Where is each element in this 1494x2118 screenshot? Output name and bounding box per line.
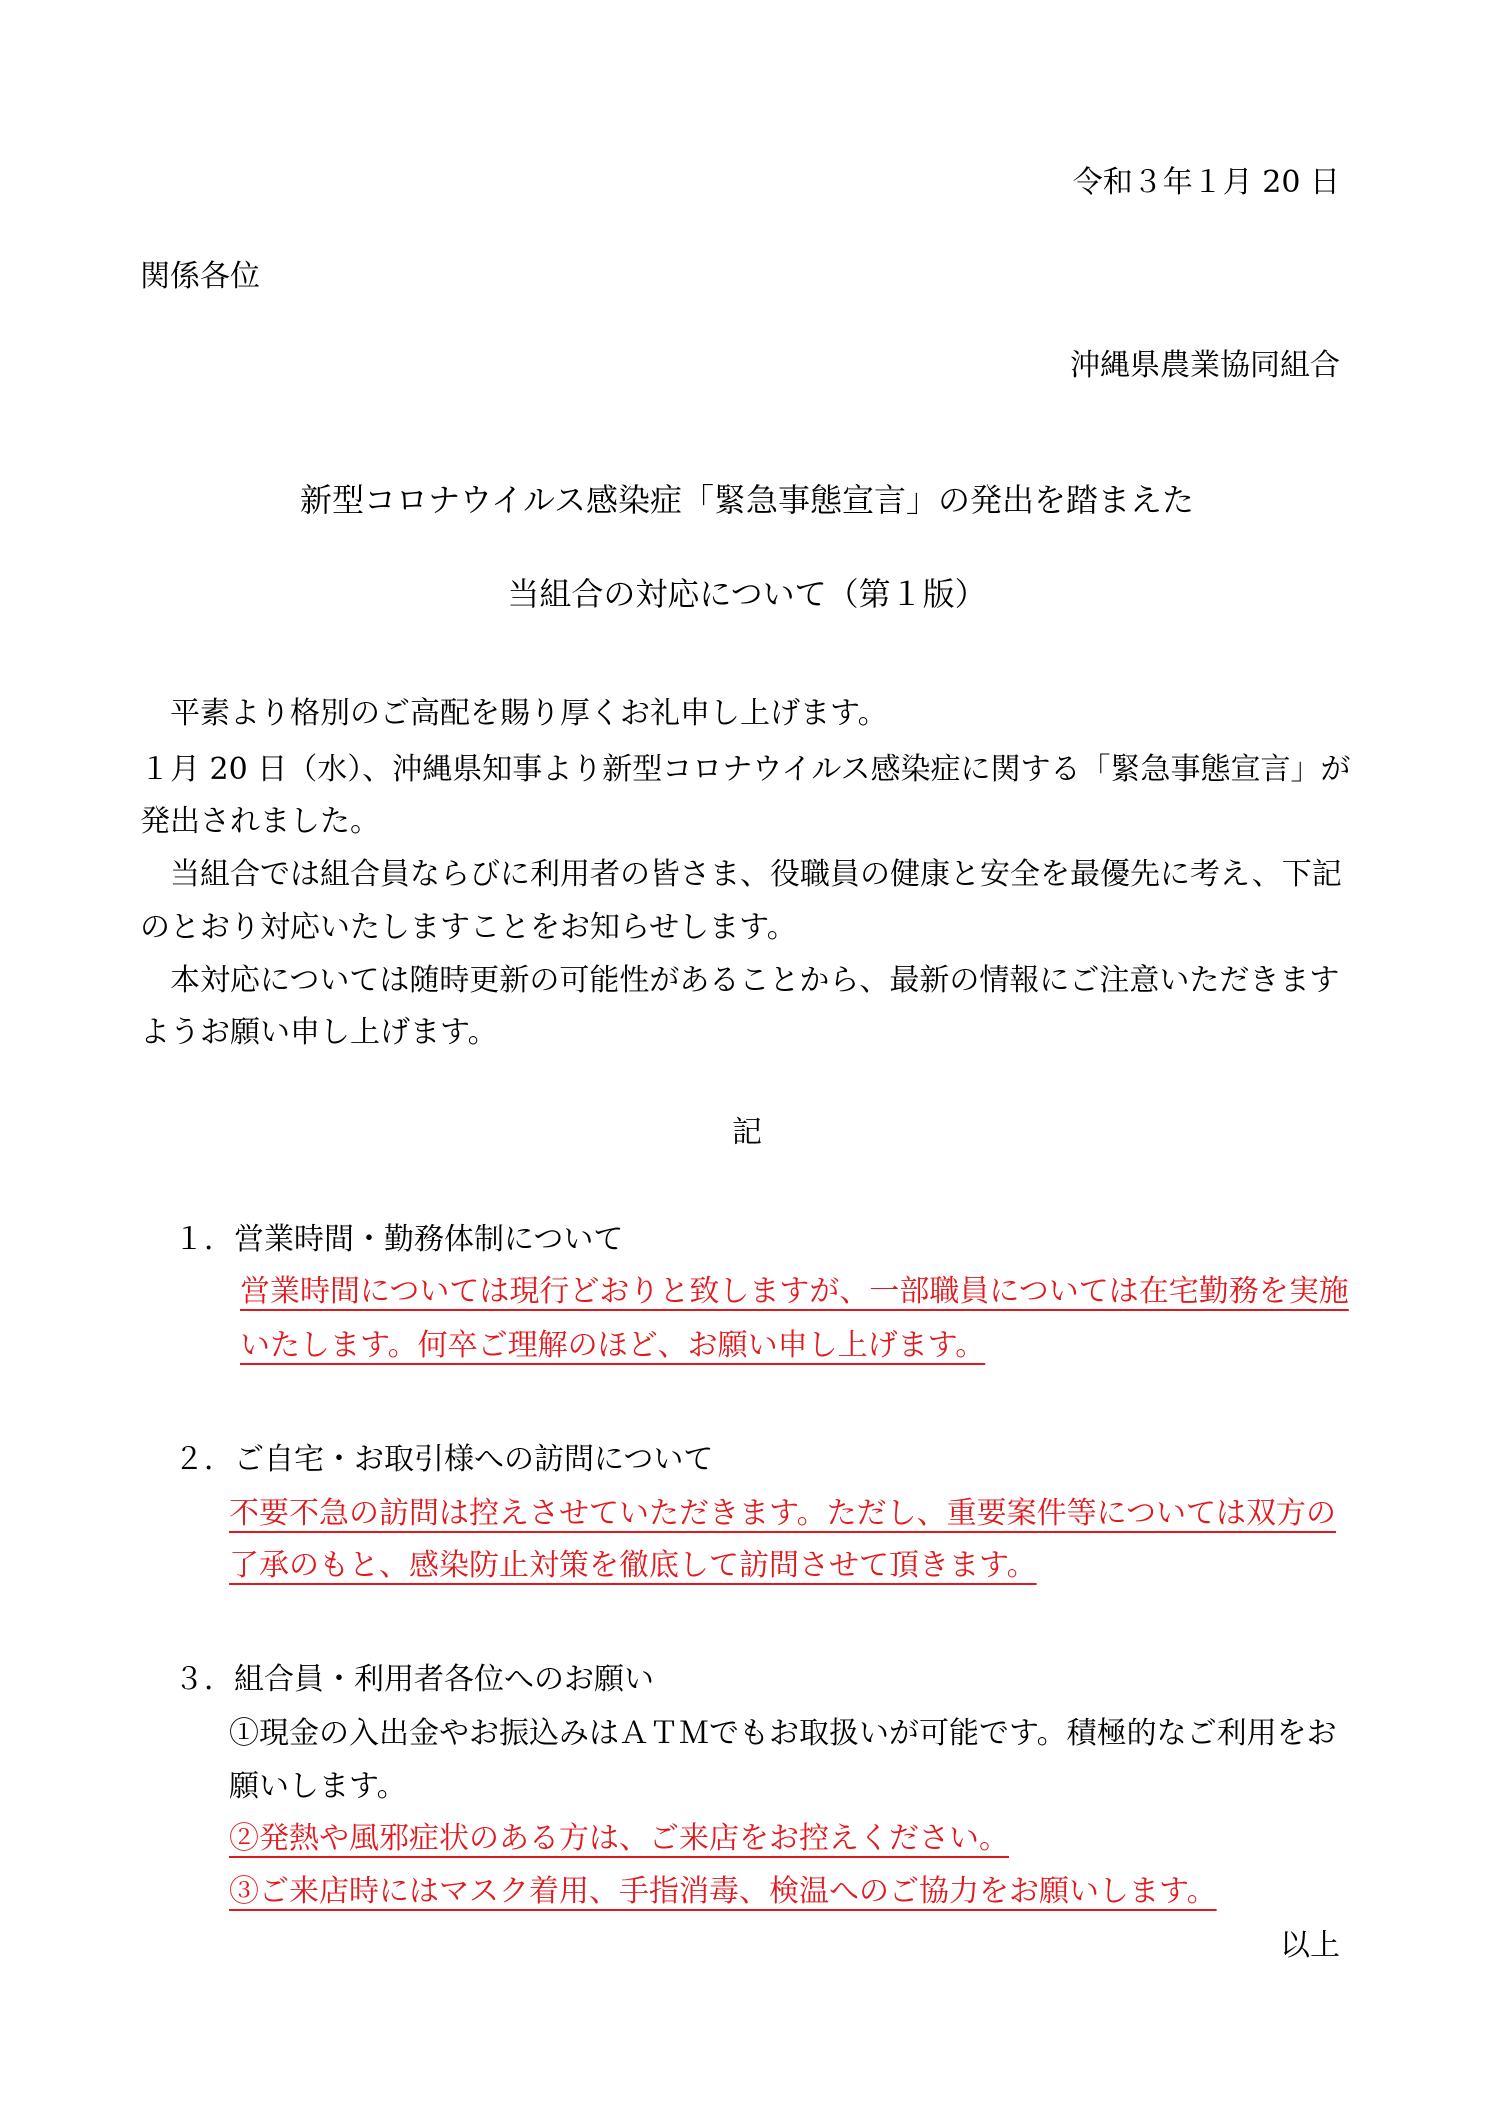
request-item-atm: ①現金の入出金やお振込みはＡＴＭでもお取扱いが可能です。積極的なご利用をお [229, 1716, 1337, 1751]
section-line-emphasis: 了承のもと、感染防止対策を徹底して訪問させて頂きます。 [229, 1548, 1037, 1583]
request-item-fever: ②発熱や風邪症状のある方は、ご来店をお控えください。 [229, 1821, 1009, 1856]
page-title-line-2: 当組合の対応について（第１版） [507, 575, 987, 613]
intro-line: 発出されました。 [140, 804, 380, 839]
document-date: 令和３年１月 20 日 [1072, 165, 1340, 200]
addressee: 関係各位 [140, 259, 260, 294]
intro-line: １月 20 日（水）、沖縄県知事より新型コロナウイルス感染症に関する「緊急事態宣言」が [140, 752, 1351, 787]
ki-marker: 記 [732, 1115, 762, 1150]
section-line-emphasis: 不要不急の訪問は控えさせていただきます。ただし、重要案件等については双方の [229, 1496, 1336, 1531]
intro-line: 平素より格別のご高配を賜り厚くお礼申し上げます。 [140, 696, 888, 731]
page-title-line-1: 新型コロナウイルス感染症「緊急事態宣言」の発出を踏まえた [299, 481, 1195, 519]
sender-organization: 沖縄県農業協同組合 [1070, 348, 1340, 383]
intro-line: 本対応については随時更新の可能性があることから、最新の情報にご注意いただきます [140, 963, 1340, 998]
section-line-emphasis: 営業時間については現行どおりと致しますが、一部職員については在宅勤務を実施 [240, 1274, 1349, 1309]
intro-line: ようお願い申し上げます。 [140, 1015, 498, 1050]
intro-line: 当組合では組合員ならびに利用者の皆さま、役職員の健康と安全を最優先に考え、下記 [140, 857, 1342, 892]
request-item-mask: ③ご来店時にはマスク着用、手指消毒、検温へのご協力をお願いします。 [229, 1874, 1217, 1909]
intro-line: のとおり対応いたしますことをお知らせします。 [140, 910, 797, 945]
closing-mark: 以上 [1280, 1928, 1340, 1963]
section-heading: １．営業時間・勤務体制について [174, 1222, 624, 1257]
request-item-atm-cont: 願いします。 [229, 1769, 407, 1804]
section-line-emphasis: いたします。何卒ご理解のほど、お願い申し上げます。 [240, 1328, 986, 1363]
section-heading: ２．ご自宅・お取引様への訪問について [174, 1442, 714, 1477]
section-heading: ３．組合員・利用者各位へのお願い [174, 1662, 654, 1697]
